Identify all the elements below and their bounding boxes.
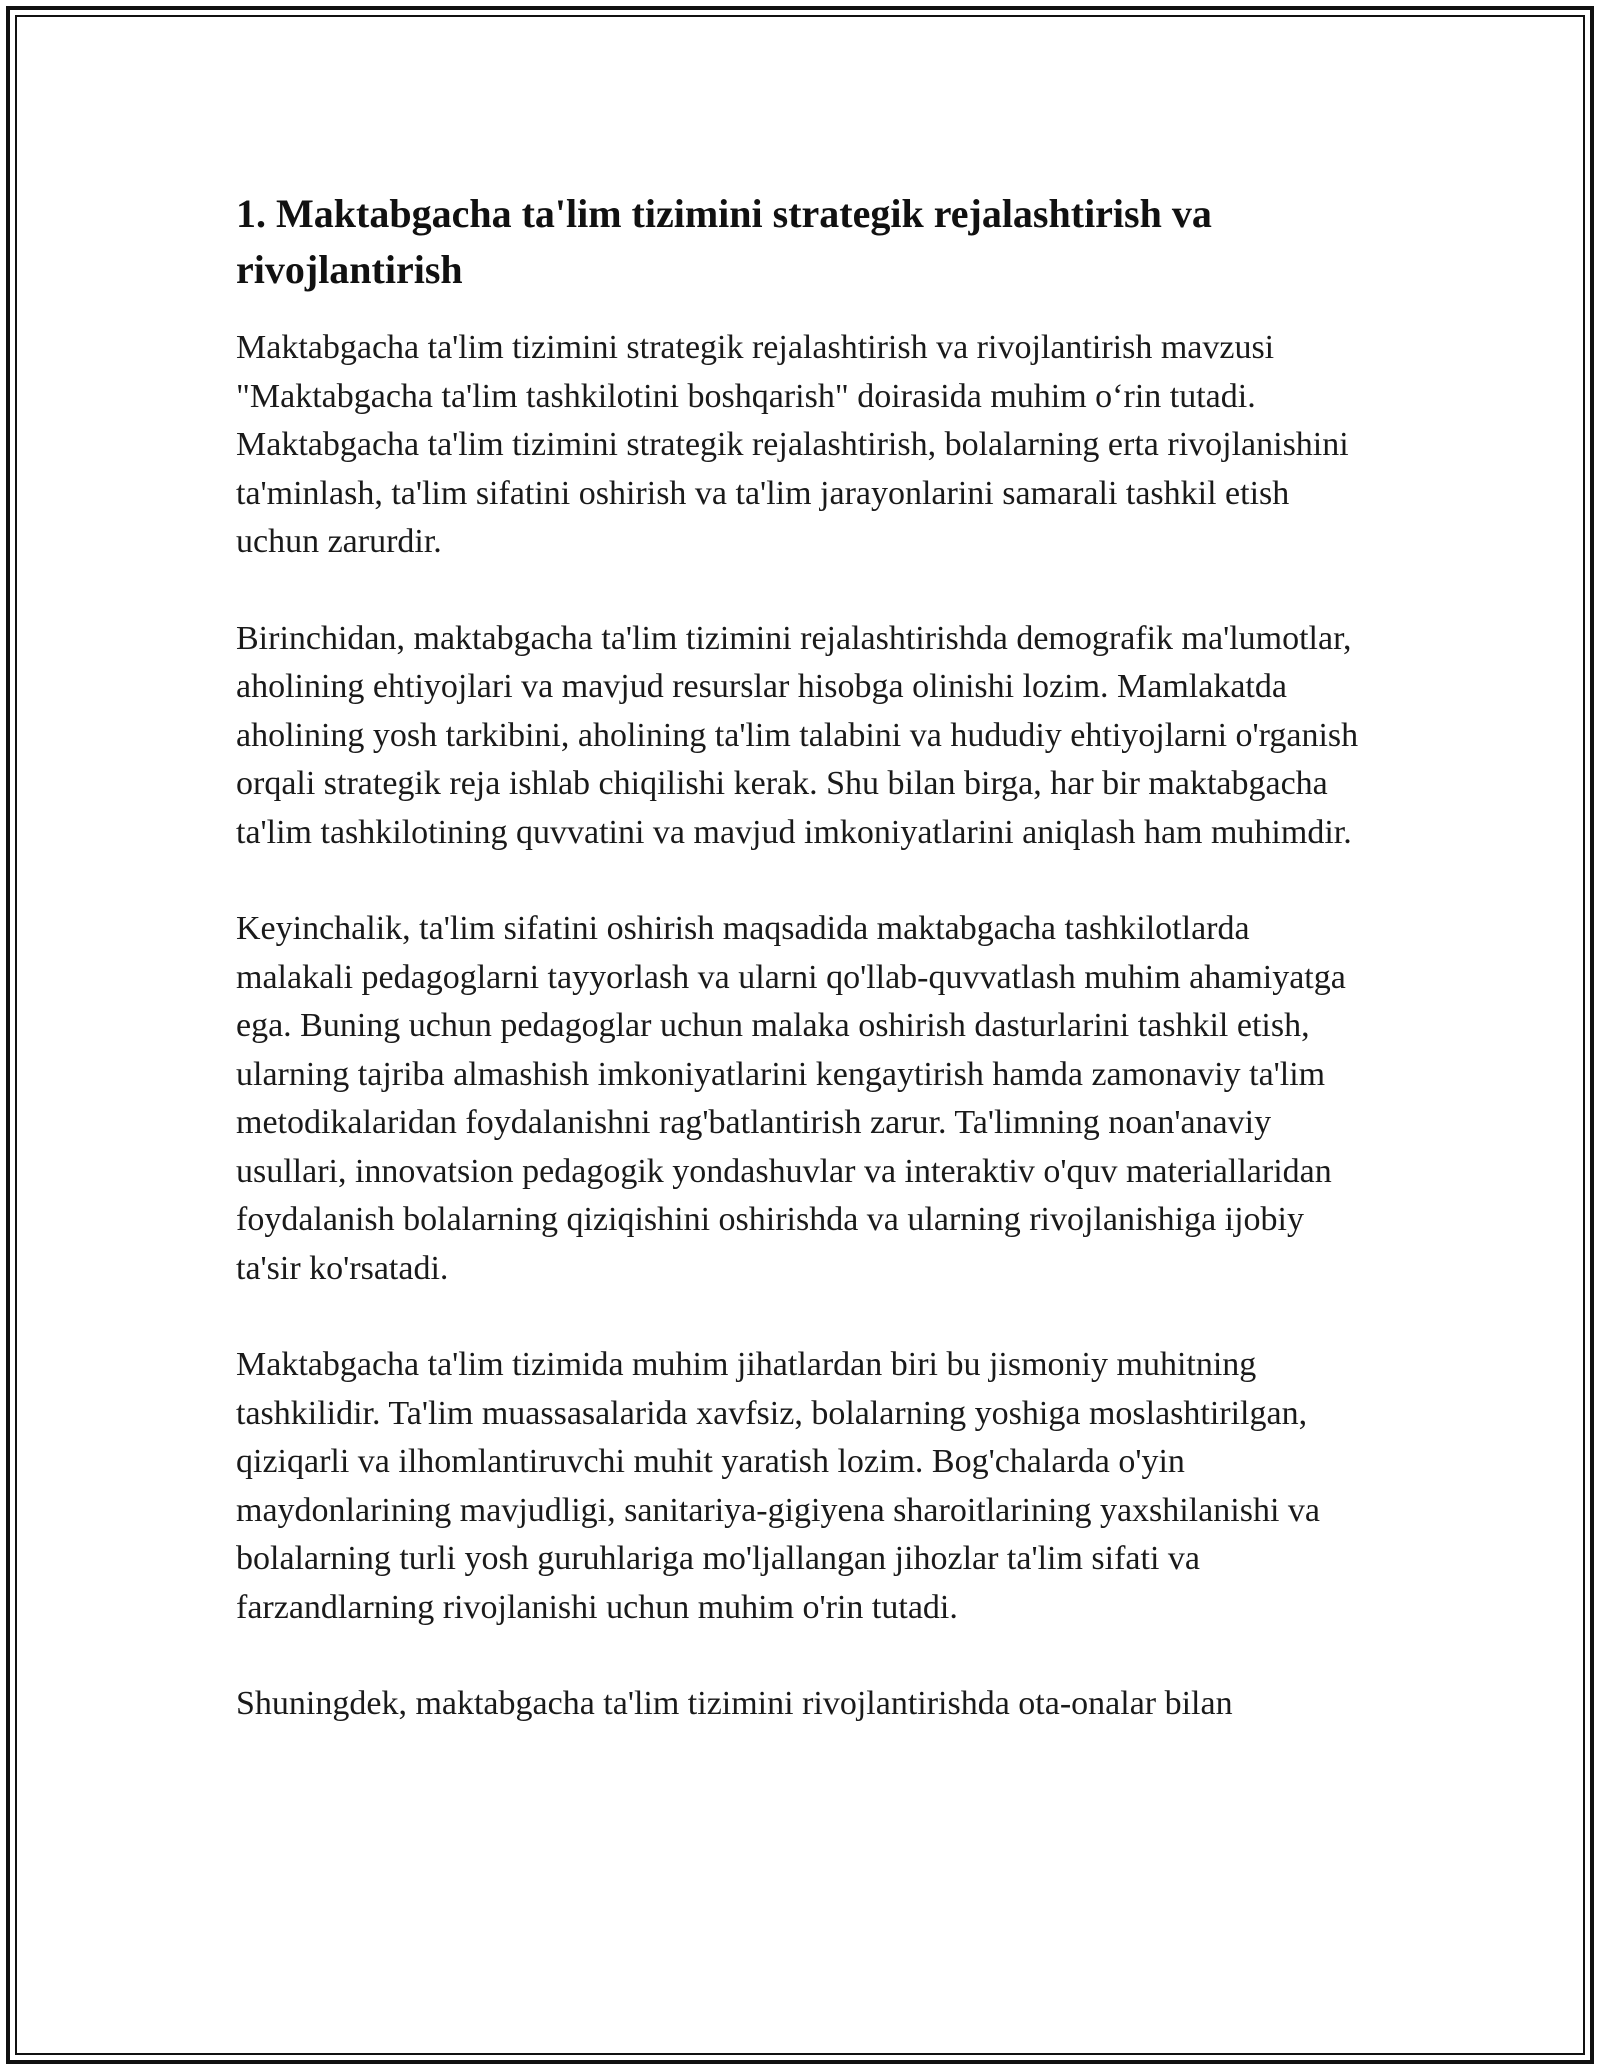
paragraph-environment: Maktabgacha ta'lim tizimida muhim jihatlardan biri bu jismoniy muhitning tashkilidir. Ta'lim muassasalarida xavfsiz, bolalarning yoshiga moslashtirilgan, qiziqarli va ilhomlantiruvchi muhit yaratish lozim. Bog'chalarda o'yin maydonlarining mavjudligi, sanitariya-gigiyena sharoitlarining yaxshilanishi va bolalarning turli yosh guruhlariga mo'ljallangan jihozlar ta'lim sifati va farzandlarning rivojlanishi uchun muhim o'rin tutadi. <box>236 1346 1320 1626</box>
paragraph-intro: Maktabgacha ta'lim tizimini strategik rejalashtirish va rivojlantirish mavzusi "Maktabgacha ta'lim tashkilotini boshqarish" doirasida muhim o‘rin tutadi. Maktabgacha ta'lim tizimini strategik rejalashtirish, bolalarning erta rivojlanishini ta'minlash, ta'lim sifatini oshirish va ta'lim jarayonlarini samarali tashkil etish uchun zarurdir. <box>236 329 1349 560</box>
paragraph-teachers: Keyinchalik, ta'lim sifatini oshirish maqsadida maktabgacha tashkilotlarda malakali pedagoglarni tayyorlash va ularni qo'llab-quvvatlash muhim ahamiyatga ega. Buning uchun pedagoglar uchun malaka oshirish dasturlarini tashkil etish, ularning tajriba almashish imkoniyatlarini kengaytirish hamda zamonaviy ta'lim metodikalaridan foydalanishni rag'batlantirish zarur. Ta'limning noan'anaviy usullari, innovatsion pedagogik yondashuvlar va interaktiv o'quv materiallaridan foydalanish bolalarning qiziqishini oshirishda va ularning rivojlanishiga ijobiy ta'sir ko'rsatadi. <box>236 910 1346 1287</box>
document-body <box>236 186 1366 1777</box>
paragraph-planning: Birinchidan, maktabgacha ta'lim tizimini rejalashtirishda demografik ma'lumotlar, aholining ehtiyojlari va mavjud resurslar hisobga olinishi lozim. Mamlakatda aholining yosh tarkibini, aholining ta'lim talabini va hududiy ehtiyojlarni o'rganish orqali strategik reja ishlab chiqilishi kerak. Shu bilan birga, har bir maktabgacha ta'lim tashkilotining quvvatini va mavjud imkoniyatlarini aniqlash ham muhimdir. <box>236 619 1359 851</box>
paragraph-parents: Shuningdek, maktabgacha ta'lim tizimini rivojlantirishda ota-onalar bilan <box>236 1685 1233 1722</box>
section-heading: 1. Maktabgacha ta'lim tizimini strategik rejalashtirish va rivojlantirish <box>236 191 1212 292</box>
